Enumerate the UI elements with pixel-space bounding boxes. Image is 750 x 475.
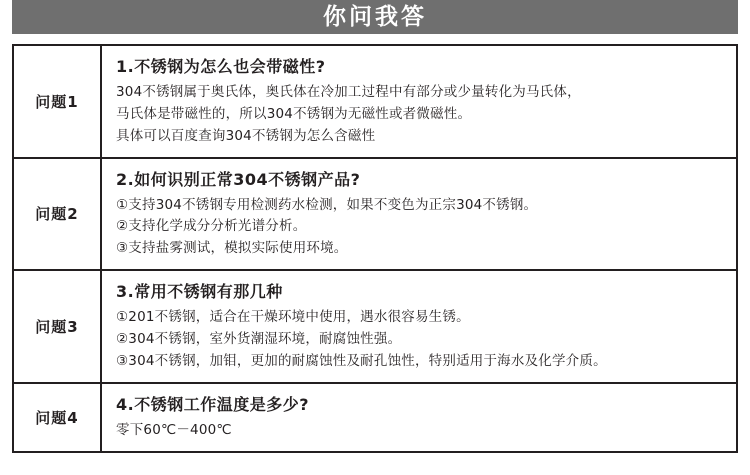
- table-row: [13, 158, 737, 271]
- question-heading: 4.不锈钢工作温度是多少?: [116, 394, 309, 414]
- answer-line: 马氏体是带磁性的，所以304不锈钢为无磁性或者微磁性。: [116, 105, 472, 122]
- row-label-3: 问题3: [13, 270, 101, 383]
- question-heading: 1.不锈钢为怎么也会带磁性?: [116, 57, 326, 76]
- answer-line: ③304不锈钢，加钼，更加的耐腐蚀性及耐孔蚀性，特别适用于海水及化学介质。: [116, 352, 607, 369]
- answer-line: ①201不锈钢，适合在干燥环境中使用，遇水很容易生锈。: [116, 309, 470, 326]
- table-row: [13, 270, 737, 383]
- answer-line: ②304不锈钢，室外货潮湿环境，耐腐蚀性强。: [116, 331, 402, 348]
- qa-table: [12, 44, 738, 453]
- answer-line: 具体可以百度查询304不锈钢为怎么含磁性: [116, 127, 376, 144]
- row-label-1: 问题1: [13, 45, 101, 158]
- answer-line: ②支持化学成分分析光谱分析。: [116, 218, 307, 235]
- row-label-4: 问题4: [13, 383, 101, 452]
- answer-line: 零下60℃－400℃: [116, 421, 232, 438]
- answer-line: ①支持304不锈钢专用检测药水检测，如果不变色为正宗304不锈钢。: [116, 196, 538, 213]
- question-heading: 2.如何识别正常304不锈钢产品?: [116, 169, 361, 189]
- row-label-2: 问题2: [13, 158, 101, 271]
- row-body-2: [101, 158, 737, 271]
- table-row: [13, 383, 737, 452]
- row-body-1: [101, 45, 737, 158]
- page-title: 你问我答: [12, 0, 738, 34]
- table-row: [13, 45, 737, 158]
- row-body-3: [101, 270, 737, 383]
- answer-line: 304不锈钢属于奥氏体，奥氏体在冷加工过程中有部分或少量转化为马氏体，: [116, 84, 581, 100]
- answer-line: ③支持盐雾测试，模拟实际使用环境。: [116, 240, 348, 257]
- row-body-4: [101, 383, 737, 452]
- question-heading: 3.常用不锈钢有那几种: [116, 282, 283, 302]
